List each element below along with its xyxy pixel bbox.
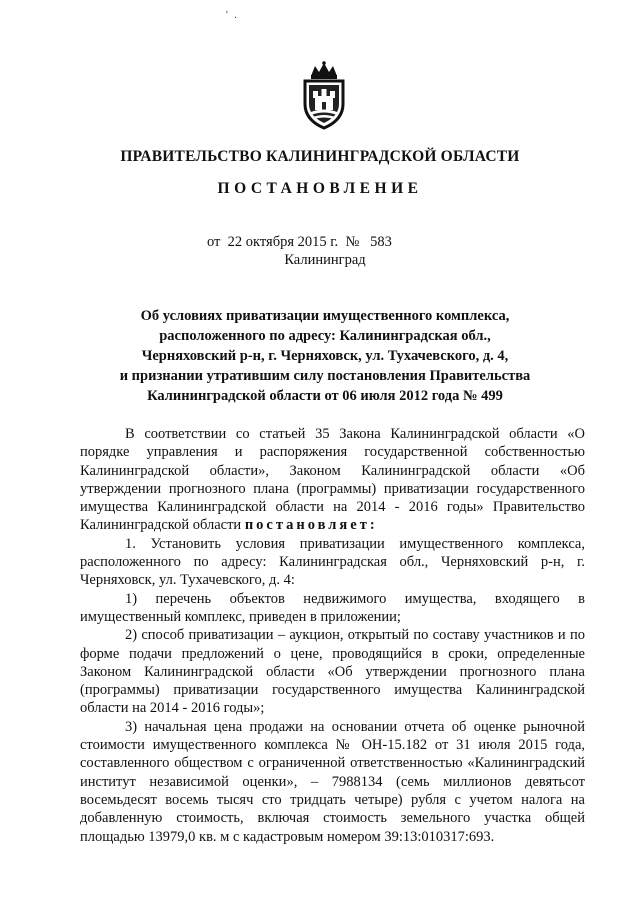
date-prefix: от [207, 234, 221, 250]
document-body [80, 425, 585, 846]
title-line: расположенного по адресу: Калининградская обл., [159, 328, 491, 344]
government-name: ПРАВИТЕЛЬСТВО КАЛИНИНГРАДСКОЙ ОБЛАСТИ [120, 148, 520, 165]
clause-1-item-2: 2) способ приватизации – аукцион, открытый по составу участников и по форме подачи предложений о цене, проводящийся в сроки, определенные Законом Калининградской области «Об утверждении прогнозного плана (программы) приватизации государственного имущества Калининградской области на 2014 - 2016 годы»; [80, 627, 585, 717]
document-type: ПОСТАНОВЛЕНИЕ [217, 180, 423, 197]
title-line: Калининградской области от 06 июля 2012 года № 499 [147, 388, 503, 404]
preamble-text: В соответствии со статьей 35 Закона Калининградской области «О порядке управления и распоряжения государственной собственностью Калининградской области», Законом Калининградской области «Об утверждении прогнозного плана (программы) приватизации государственного имущества Калининградской области на 2014 - 2016 годы» Правительство Калининградской области [80, 426, 585, 534]
top-mark: ' . [226, 10, 239, 21]
number-sign: № [345, 234, 360, 250]
coat-of-arms-icon [297, 60, 351, 130]
resolves-word: постановляет: [244, 517, 378, 534]
document-number: 583 [370, 234, 392, 250]
document-title [80, 306, 570, 406]
title-line: Черняховский р-н, г. Черняховск, ул. Тухачевского, д. 4, [141, 348, 509, 364]
title-line: и признании утратившим силу постановления Правительства [119, 368, 531, 384]
city-name: Калининград [284, 252, 366, 268]
clause-1-item-1: 1) перечень объектов недвижимого имущества, входящего в имущественный комплекс, приведен в приложении; [80, 590, 585, 625]
preamble-paragraph [80, 425, 585, 535]
title-line: Об условиях приватизации имущественного комплекса, [140, 308, 510, 324]
clause-1-item-3: 3) начальная цена продажи на основании отчета об оценке рыночной стоимости имущественного комплекса № ОН-15.182 от 31 июля 2015 года, составленного обществом с ограниченной ответственностью «Калининградский институт независимой оценки», – 7988134 (семь миллионов девятьсот восемьдесят восемь тысяч сто тридцать четыре) рубля с учетом налога на добавленную стоимость, включая стоимость земельного участка общей площадью 13979,0 кв. м с кадастровым номером 39:13:010317:693. [80, 718, 585, 845]
date-value: 22 октября 2015 г. [227, 234, 339, 250]
clause-1: 1. Установить условия приватизации имущественного комплекса, расположенного по адресу: Калининградская обл., Черняховский р-н, г. Черняховск, ул. Тухачевского, д. 4: [80, 535, 585, 589]
date-line [207, 234, 392, 251]
